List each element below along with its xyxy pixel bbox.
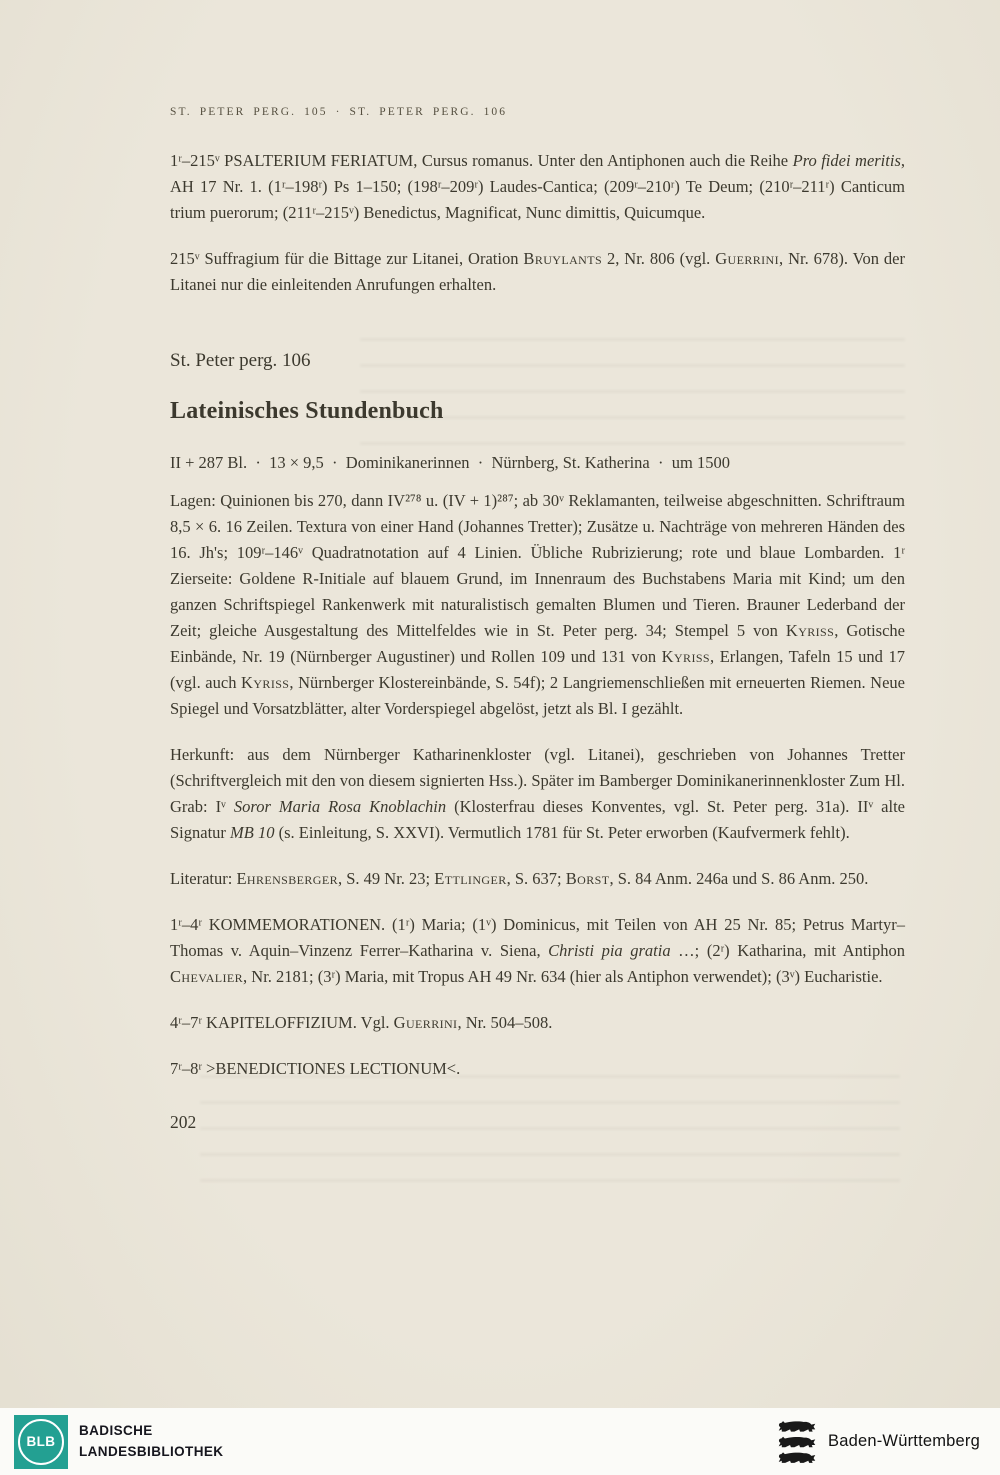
bw-coat-of-arms-icon	[777, 1419, 817, 1465]
text-segment: Pro fidei meritis	[792, 151, 901, 170]
paragraph-literatur	[170, 866, 905, 892]
text-segment: 1ʳ–215ᵛ PSALTERIUM FERIATUM, Cursus romanus. Unter den Antiphonen auch die Reihe	[170, 151, 793, 170]
text-segment: 215ᵛ Suffragium für die Bittage zur Litanei, Oration	[170, 249, 524, 268]
text-segment: (s. Einleitung, S. XXVI). Vermutlich 1781 für St. Peter erworben (Kaufvermerk fehlt).	[274, 823, 850, 842]
paragraph-kommemorationen	[170, 912, 905, 990]
state-name: Baden-Württemberg	[828, 1432, 980, 1450]
text-segment: 1ʳ–4ʳ KOMMEMORATIONEN. (1ʳ) Maria; (1ᵛ) Dominicus, mit Teilen von AH 25 Nr. 85; Petrus Martyr–Thomas v. Aquin–Vinzenz Ferrer–Katharina v. Siena,	[170, 915, 905, 960]
text-segment: , S. 637;	[506, 869, 566, 888]
text-segment: Chevalier	[170, 967, 244, 986]
text-segment: Kyriss	[785, 621, 835, 640]
text-segment: MB 10	[230, 823, 275, 842]
text-segment: Literatur:	[170, 869, 237, 888]
text-segment: Bruylants	[523, 249, 603, 268]
text-segment: Kyriss	[241, 673, 290, 692]
paragraph-psalterium-feriatum	[170, 148, 905, 226]
text-segment: , Erlangen, Tafeln 15 und 17 (vgl. auch	[170, 647, 905, 692]
paragraph-benedictiones	[170, 1056, 905, 1082]
shelfmark-heading: St. Peter perg. 106	[170, 350, 311, 371]
viewer-footer	[0, 1408, 1000, 1475]
paragraph-kapiteloffizium	[170, 1010, 905, 1036]
text-segment: Soror Maria Rosa Knoblachin	[233, 797, 447, 816]
text-segment: …; (2ʳ) Katharina, mit Antiphon	[670, 941, 905, 960]
library-name	[79, 1421, 223, 1462]
text-segment: , S. 84 Anm. 246a und S. 86 Anm. 250.	[609, 869, 869, 888]
text-segment: 2, Nr. 806 (vgl.	[602, 249, 716, 268]
text-segment: Guerrini	[715, 249, 780, 268]
text-segment: Herkunft: aus dem Nürnberger Katharinenkloster (vgl. Litanei), geschrieben von Johannes Tretter (Schriftvergleich mit den von diesem signierten Hss.). Später im Bamberger Dominikanerinnenkloster Zum Hl. Grab: Iᵛ	[170, 745, 905, 816]
text-segment: 4ʳ–7ʳ KAPITELOFFIZIUM. Vgl.	[170, 1013, 394, 1032]
blb-logo-text: BLB	[18, 1419, 64, 1465]
text-segment: , Nr. 504–508.	[457, 1013, 553, 1032]
text-segment: Kyriss	[661, 647, 711, 666]
text-segment: Borst	[565, 869, 610, 888]
text-segment: , Gotische Einbände, Nr. 19 (Nürnberger Augustiner) und Rollen 109 und 131 von	[170, 621, 906, 666]
page-number: 202	[170, 1112, 197, 1132]
text-segment: , Nr. 2181; (3ʳ) Maria, mit Tropus AH 49 Nr. 634 (hier als Antiphon verwendet); (3ᵛ) Eucharistie.	[243, 967, 883, 986]
text-segment: Lagen: Quinionen bis 270, dann IV²⁷⁸ u. (IV + 1)²⁸⁷; ab 30ᵛ Reklamanten, teilweise abgeschnitten. Schriftraum 8,5 × 6. 16 Zeilen. Textura von einer Hand (Johannes Tretter); Zusätze u. Nachträge von mehreren Händen des 16. Jh's; 109ʳ–146ᵛ Quadratnotation auf 4 Linien. Übliche Rubrizierung; rote und blaue Lombarden. 1ʳ Zierseite: Goldene R-Initiale auf blauem Grund, im Innenraum des Buchstabens Maria mit Kind; um den ganzen Schriftspiegel Rankenwerk mit naturalistisch gemalten Blumen und Tieren. Brauner Lederband der Zeit; gleiche Ausgestaltung des Mittelfeldes wie in St. Peter perg. 34; Stempel 5 von	[170, 491, 905, 640]
text-segment: Christi pia gratia	[548, 941, 671, 960]
running-header: ST. PETER PERG. 105 · ST. PETER PERG. 106	[170, 106, 508, 118]
paragraph-lagen	[170, 488, 905, 722]
blb-logo-link[interactable]	[14, 1415, 223, 1469]
blb-logo-icon	[14, 1415, 68, 1469]
paragraph-herkunft	[170, 742, 905, 846]
paragraph-suffragium	[170, 246, 905, 298]
entry-title: Lateinisches Stundenbuch	[170, 398, 444, 424]
library-name-line2: LANDESBIBLIOTHEK	[79, 1443, 224, 1459]
text-segment: , Nürnberger Klostereinbände, S. 54f); 2 Langriemenschließen mit erneuerten Riemen. Neue Spiegel und Vorsatzblätter, alter Vorderspiegel abgelöst, jetzt als Bl. I gezählt.	[170, 673, 905, 718]
text-segment: Ettlinger	[434, 869, 507, 888]
page-content	[170, 0, 905, 1133]
text-segment: 7ʳ–8ʳ >BENEDICTIONES LECTIONUM<.	[170, 1059, 461, 1078]
library-name-line1: BADISCHE	[79, 1423, 153, 1439]
text-segment: , Nr. 678). Von der Litanei nur die einleitenden Anrufungen erhalten.	[170, 249, 905, 294]
text-segment: (Klosterfrau dieses Konventes, vgl. St. Peter perg. 31a). IIᵛ alte Signatur	[170, 797, 905, 842]
baden-wuerttemberg-logo-link[interactable]	[777, 1419, 980, 1465]
text-segment: , AH 17 Nr. 1. (1ʳ–198ʳ) Ps 1–150; (198ʳ–209ʳ) Laudes-Cantica; (209ʳ–210ʳ) Te Deum; (210ʳ–211ʳ) Canticum trium puerorum; (211ʳ–215ᵛ) Benedictus, Magnificat, Nunc dimittis, Quicumque.	[170, 151, 905, 222]
text-segment: , S. 49 Nr. 23;	[338, 869, 435, 888]
codicological-details-line: II + 287 Bl. · 13 × 9,5 · Dominikanerinnen · Nürnberg, St. Katherina · um 1500	[170, 453, 730, 472]
text-segment: Ehrensberger	[236, 869, 338, 888]
text-segment: Guerrini	[393, 1013, 458, 1032]
